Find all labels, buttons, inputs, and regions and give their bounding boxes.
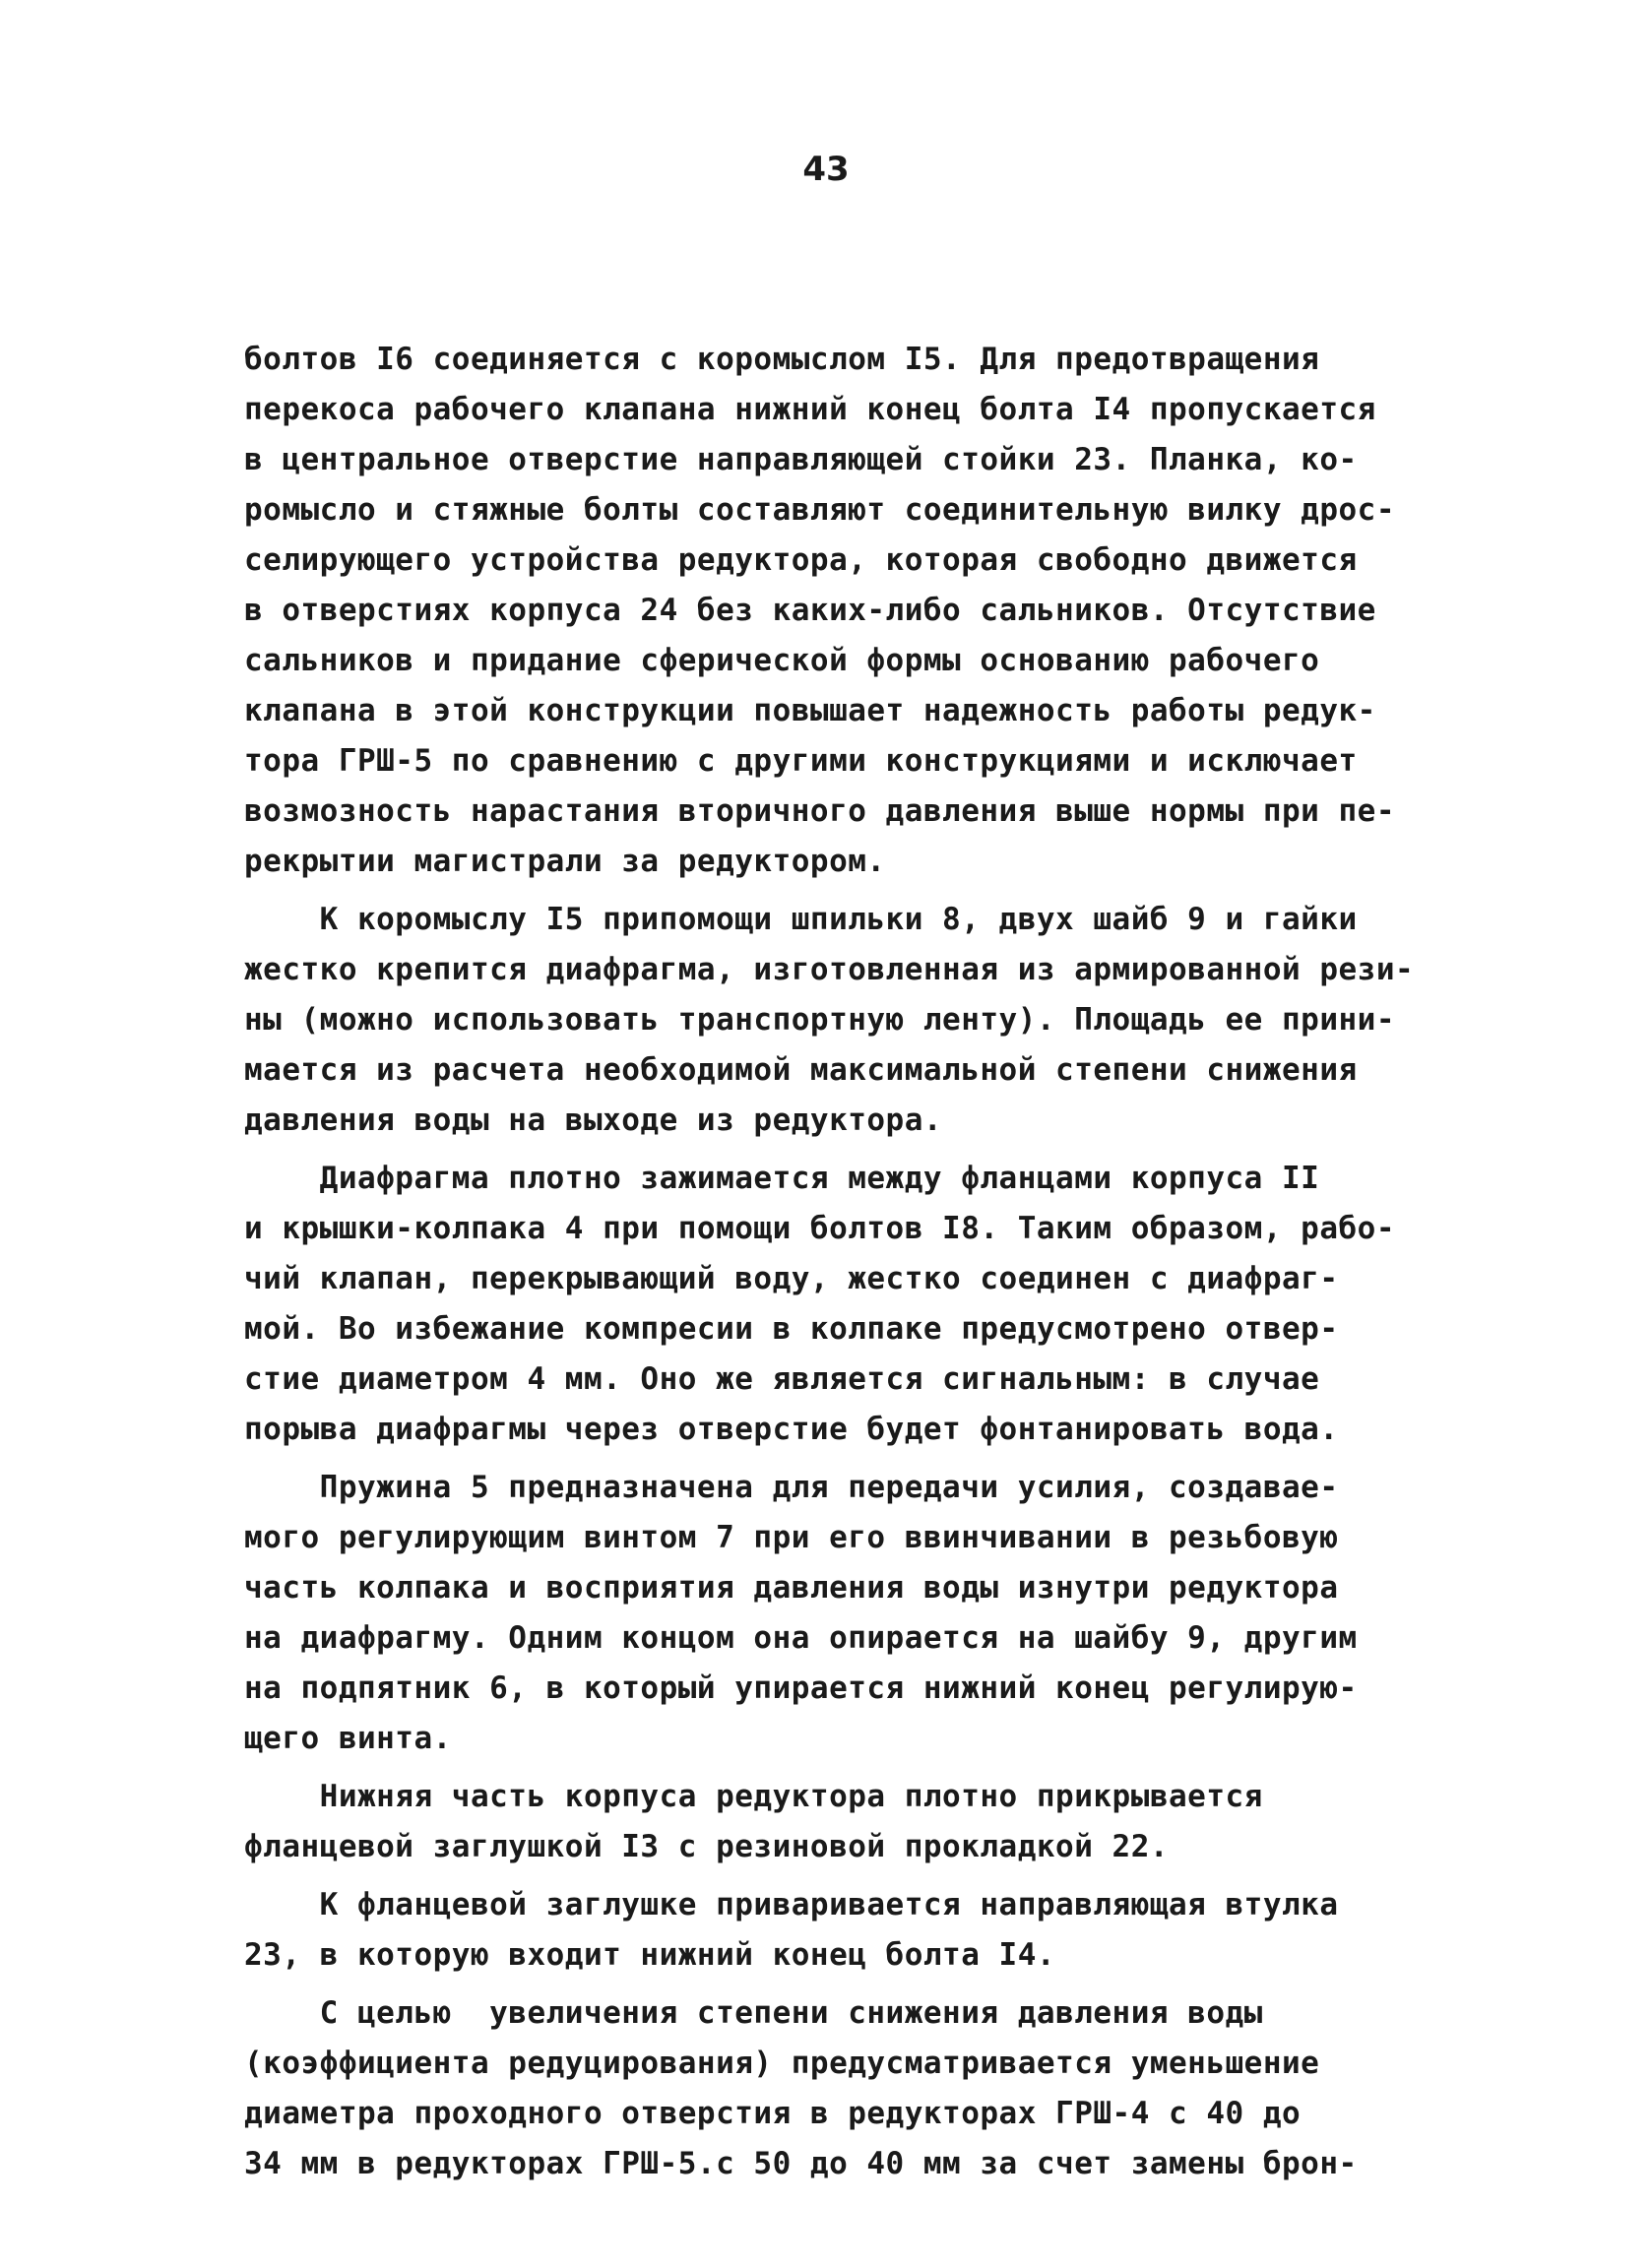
body-text xyxy=(244,335,1494,2189)
text-line: клапана в этой конструкции повышает надежность работы редук- xyxy=(244,693,1376,728)
paragraph xyxy=(244,1772,1494,1872)
text-line: 34 мм в редукторах ГРШ-5.с 50 до 40 мм за счет замены брон- xyxy=(244,2146,1358,2181)
text-line: перекоса рабочего клапана нижний конец болта I4 пропускается xyxy=(244,392,1376,427)
text-line: ны (можно использовать транспортную ленту). Площадь ее прини- xyxy=(244,1002,1395,1038)
text-line: Пружина 5 предназначена для передачи усилия, создавае- xyxy=(244,1470,1339,1505)
text-line: (коэффициента редуцирования) предусматривается уменьшение xyxy=(244,2046,1320,2081)
text-line: давления воды на выходе из редуктора. xyxy=(244,1102,943,1138)
text-line: стие диаметром 4 мм. Оно же является сигнальным: в случае xyxy=(244,1361,1320,1397)
text-line: диаметра проходного отверстия в редукторах ГРШ-4 с 40 до xyxy=(244,2096,1302,2131)
text-line: часть колпака и восприятия давления воды изнутри редуктора xyxy=(244,1570,1339,1606)
text-line: мого регулирующим винтом 7 при его ввинчивании в резьбовую xyxy=(244,1520,1339,1555)
text-line: Диафрагма плотно зажимается между фланцами корпуса II xyxy=(244,1161,1320,1196)
text-line: селирующего устройства редуктора, которая свободно движется xyxy=(244,542,1358,578)
text-line: рекрытии магистрали за редуктором. xyxy=(244,844,886,879)
text-line: мой. Во избежание компресии в колпаке предусмотрено отвер- xyxy=(244,1311,1339,1347)
text-line: Нижняя часть корпуса редуктора плотно прикрывается xyxy=(244,1779,1263,1814)
paragraph xyxy=(244,1154,1494,1455)
page-number: 43 xyxy=(802,150,850,189)
text-line: фланцевой заглушкой I3 с резиновой прокладкой 22. xyxy=(244,1829,1170,1864)
text-line: болтов I6 соединяется с коромыслом I5. Для предотвращения xyxy=(244,342,1320,377)
text-line: ромысло и стяжные болты составляют соединительную вилку дрос- xyxy=(244,492,1395,528)
text-line: щего винта. xyxy=(244,1721,452,1756)
paragraph xyxy=(244,1988,1494,2189)
text-line: на подпятник 6, в который упирается нижний конец регулирую- xyxy=(244,1670,1358,1706)
text-line: К коромыслу I5 припомощи шпильки 8, двух шайб 9 и гайки xyxy=(244,902,1358,937)
text-line: на диафрагму. Одним концом она опирается на шайбу 9, другим xyxy=(244,1620,1358,1656)
text-line: жестко крепится диафрагма, изготовленная из армированной рези- xyxy=(244,952,1415,987)
text-line: чий клапан, перекрывающий воду, жестко соединен с диафраг- xyxy=(244,1261,1339,1296)
paragraph xyxy=(244,1463,1494,1764)
text-line: порыва диафрагмы через отверстие будет фонтанировать вода. xyxy=(244,1412,1339,1447)
text-line: тора ГРШ-5 по сравнению с другими конструкциями и исключает xyxy=(244,743,1358,779)
text-line: 23, в которую входит нижний конец болта I4. xyxy=(244,1937,1056,1973)
paragraph xyxy=(244,895,1494,1146)
text-line: и крышки-колпака 4 при помощи болтов I8. Таким образом, рабо- xyxy=(244,1211,1395,1246)
text-line: сальников и придание сферической формы основанию рабочего xyxy=(244,643,1320,678)
text-line: К фланцевой заглушке приваривается направляющая втулка xyxy=(244,1887,1339,1922)
text-line: возмозность нарастания вторичного давления выше нормы при пе- xyxy=(244,793,1395,829)
text-line: в центральное отверстие направляющей стойки 23. Планка, ко- xyxy=(244,442,1358,477)
paragraph xyxy=(244,1880,1494,1981)
text-line: мается из расчета необходимой максимальной степени снижения xyxy=(244,1052,1358,1088)
text-line: в отверстиях корпуса 24 без каких-либо сальников. Отсутствие xyxy=(244,593,1376,628)
text-line: С целью увеличения степени снижения давления воды xyxy=(244,1995,1263,2031)
paragraph xyxy=(244,335,1494,887)
